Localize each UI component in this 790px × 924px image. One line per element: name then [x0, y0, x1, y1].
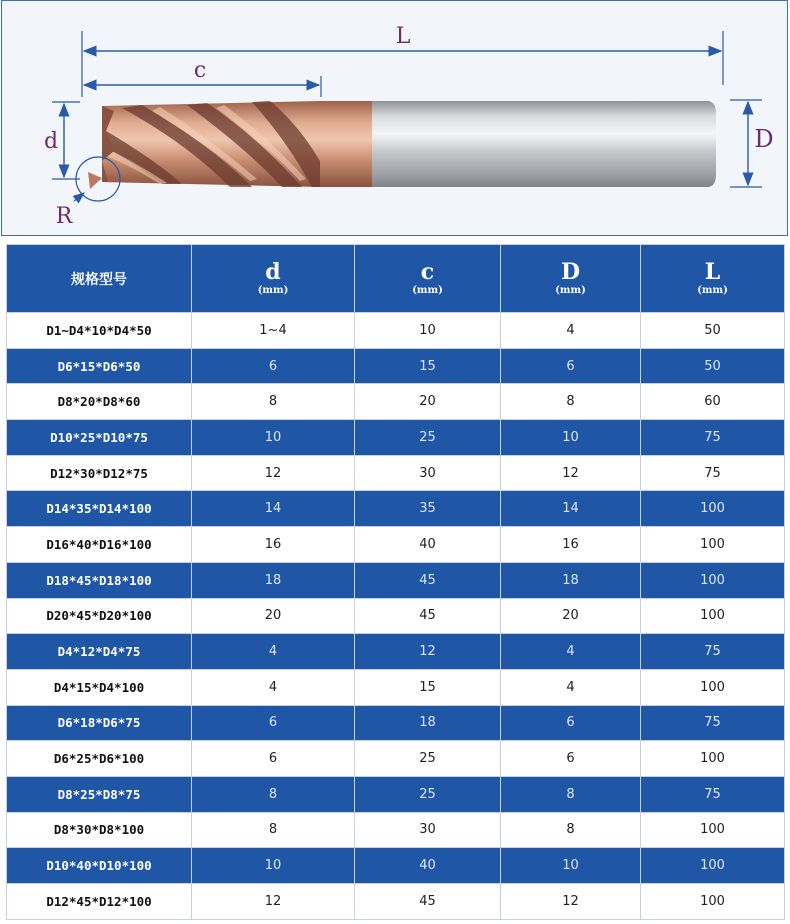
cell-c: 25	[355, 741, 501, 777]
cell-model: D8*30*D8*100	[7, 812, 192, 848]
cell-model: D10*25*D10*75	[7, 420, 192, 456]
cell-L: 75	[641, 455, 785, 491]
cell-D: 8	[501, 384, 641, 420]
cell-L: 75	[641, 420, 785, 456]
cell-model: D6*15*D6*50	[7, 348, 192, 384]
cell-L: 100	[641, 527, 785, 563]
cell-L: 100	[641, 884, 785, 920]
cell-d: 12	[192, 455, 355, 491]
cell-D: 10	[501, 420, 641, 456]
cell-model: D4*15*D4*100	[7, 669, 192, 705]
cell-D: 14	[501, 491, 641, 527]
table-row	[7, 455, 785, 491]
cell-c: 20	[355, 384, 501, 420]
header-D-unit: (mm)	[555, 284, 586, 296]
table-row	[7, 384, 785, 420]
cell-model: D18*45*D18*100	[7, 562, 192, 598]
cell-L: 100	[641, 598, 785, 634]
corner-radius-detail	[88, 172, 102, 189]
cell-c: 45	[355, 598, 501, 634]
cell-c: 30	[355, 455, 501, 491]
cell-model: D6*18*D6*75	[7, 705, 192, 741]
cell-d: 20	[192, 598, 355, 634]
table-row	[7, 348, 785, 384]
cell-c: 18	[355, 705, 501, 741]
cell-L: 60	[641, 384, 785, 420]
l-dimension-label: L	[395, 24, 411, 49]
cell-model: D12*45*D12*100	[7, 884, 192, 920]
end-mill-diagram	[1, 0, 788, 236]
cell-L: 100	[641, 812, 785, 848]
table-row	[7, 741, 785, 777]
cell-d: 4	[192, 669, 355, 705]
cell-c: 25	[355, 776, 501, 812]
header-d-unit: (mm)	[257, 284, 289, 296]
table-row	[7, 884, 785, 920]
table-row	[7, 562, 785, 598]
cell-c: 35	[355, 491, 501, 527]
cell-model: D8*25*D8*75	[7, 776, 192, 812]
cell-D: 6	[501, 741, 641, 777]
cell-c: 30	[355, 812, 501, 848]
cell-D: 6	[501, 705, 641, 741]
cell-L: 100	[641, 848, 785, 884]
r-leader-arrow	[74, 193, 84, 201]
r-dimension-label: R	[55, 204, 73, 229]
table-row	[7, 776, 785, 812]
cell-D: 4	[501, 669, 641, 705]
table-row	[7, 812, 785, 848]
cell-c: 25	[355, 420, 501, 456]
cell-model: D16*40*D16*100	[7, 527, 192, 563]
table-row	[7, 848, 785, 884]
cell-model: D10*40*D10*100	[7, 848, 192, 884]
tool-shank	[370, 101, 716, 187]
header-c-unit: (mm)	[412, 284, 443, 296]
cell-D: 18	[501, 562, 641, 598]
D-dimension-label: D	[754, 125, 774, 153]
table-row	[7, 669, 785, 705]
cell-L: 75	[641, 705, 785, 741]
cell-d: 12	[192, 884, 355, 920]
cell-c: 40	[355, 527, 501, 563]
cell-d: 8	[192, 776, 355, 812]
cell-d: 6	[192, 348, 355, 384]
header-model: 规格型号	[7, 245, 192, 313]
cell-c: 15	[355, 348, 501, 384]
cell-D: 8	[501, 776, 641, 812]
cell-c: 10	[355, 313, 501, 349]
spec-table	[6, 244, 785, 920]
cell-D: 16	[501, 527, 641, 563]
d-dimension-label: d	[43, 129, 59, 154]
cell-L: 50	[641, 348, 785, 384]
table-row	[7, 313, 785, 349]
table-row	[7, 705, 785, 741]
cell-c: 45	[355, 884, 501, 920]
table-row	[7, 634, 785, 670]
cell-D: 4	[501, 313, 641, 349]
header-d-letter: d	[265, 258, 281, 285]
cell-d: 16	[192, 527, 355, 563]
cell-D: 8	[501, 812, 641, 848]
cell-D: 10	[501, 848, 641, 884]
cell-L: 75	[641, 634, 785, 670]
header-L-letter: L	[704, 258, 721, 285]
header-L	[641, 245, 785, 313]
table-row	[7, 420, 785, 456]
cell-L: 100	[641, 562, 785, 598]
cell-D: 12	[501, 455, 641, 491]
cell-model: D20*45*D20*100	[7, 598, 192, 634]
header-D-letter: D	[560, 258, 581, 285]
table-header-row	[7, 245, 785, 313]
header-D	[501, 245, 641, 313]
cell-model: D8*20*D8*60	[7, 384, 192, 420]
cell-d: 14	[192, 491, 355, 527]
cell-L: 100	[641, 741, 785, 777]
cell-c: 12	[355, 634, 501, 670]
cell-c: 45	[355, 562, 501, 598]
header-c	[355, 245, 501, 313]
cell-d: 6	[192, 741, 355, 777]
table-row	[7, 598, 785, 634]
header-d	[192, 245, 355, 313]
cell-model: D4*12*D4*75	[7, 634, 192, 670]
cell-D: 6	[501, 348, 641, 384]
cell-D: 12	[501, 884, 641, 920]
cell-d: 4	[192, 634, 355, 670]
cell-d: 8	[192, 812, 355, 848]
table-row	[7, 491, 785, 527]
cell-L: 100	[641, 669, 785, 705]
cell-d: 8	[192, 384, 355, 420]
end-mill-drawing	[2, 1, 788, 236]
cell-model: D1~D4*10*D4*50	[7, 313, 192, 349]
cell-L: 100	[641, 491, 785, 527]
cell-d: 10	[192, 848, 355, 884]
cell-d: 18	[192, 562, 355, 598]
cell-model: D12*30*D12*75	[7, 455, 192, 491]
cell-D: 4	[501, 634, 641, 670]
cell-c: 15	[355, 669, 501, 705]
header-c-letter: c	[420, 258, 435, 285]
c-dimension-label: c	[193, 58, 207, 83]
cell-L: 75	[641, 776, 785, 812]
cell-model: D6*25*D6*100	[7, 741, 192, 777]
header-L-unit: (mm)	[697, 284, 728, 296]
cell-d: 6	[192, 705, 355, 741]
cell-model: D14*35*D14*100	[7, 491, 192, 527]
cell-D: 20	[501, 598, 641, 634]
table-row	[7, 527, 785, 563]
cell-d: 1~4	[192, 313, 355, 349]
cell-L: 50	[641, 313, 785, 349]
cell-d: 10	[192, 420, 355, 456]
tool-coated-neck	[320, 101, 372, 187]
cell-c: 40	[355, 848, 501, 884]
